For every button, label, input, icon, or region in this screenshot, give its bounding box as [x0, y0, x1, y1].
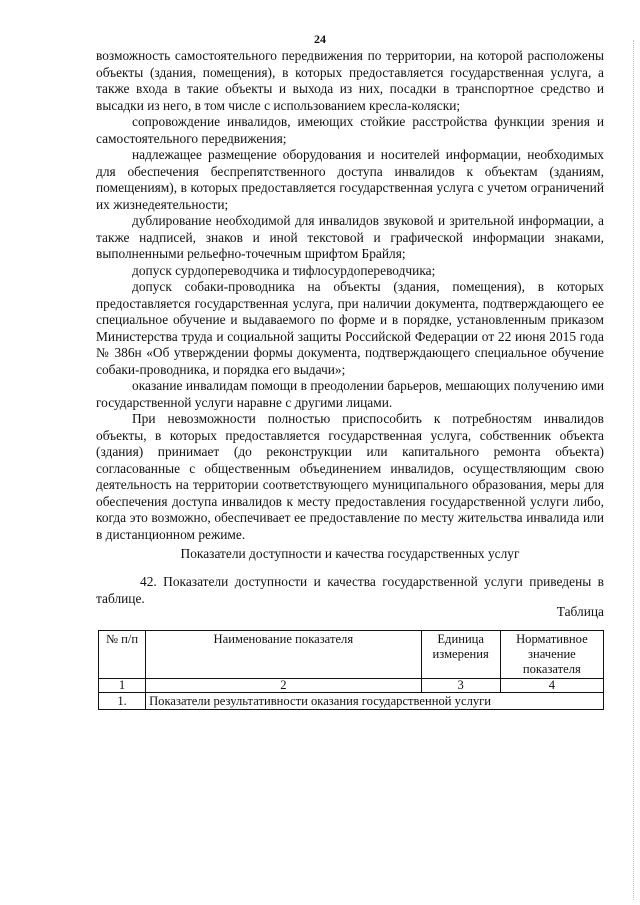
- header-unit: Единица измерения: [421, 631, 500, 679]
- paragraph: При невозможности полностью приспособить к потребностям инвалидов объекты, в которых предоставляется государственная услуга, собственник объекта (здания) принимает (до реконструкции или капитального ремонта объекта) согласованные с общественным объединением инвалидов, осуществляющим свою деятельность на территории соответствующего муниципального образования, меры для обеспечения доступа инвалидов к месту предоставления государственной услуги либо, когда это возможно, обеспечивает ее предоставление по месту жительства инвалида или в дистанционном режиме.: [96, 411, 604, 542]
- paragraph: надлежащее размещение оборудования и носителей информации, необходимых для обеспечения беспрепятственного доступа инвалидов к объектам (зданиям, помещениям), в которых предоставляется государственная услуга с учетом ограничений их жизнедеятельности;: [96, 147, 604, 212]
- header-indicator-name: Наименование показателя: [146, 631, 422, 679]
- scan-edge-line: [633, 40, 634, 900]
- paragraph: возможность самостоятельного передвижения по территории, на которой расположены объекты (здания, помещения), в которых предоставляется государственная услуга, а также входа в такие объекты и выхода из них, посадки в транспортное средство и высадки из него, в том числе с использованием кресла-коляски;: [96, 48, 604, 113]
- table-header-row: [99, 631, 604, 679]
- table-label: Таблица: [556, 604, 604, 619]
- paragraph: сопровождение инвалидов, имеющих стойкие расстройства функции зрения и самостоятельного передвижения;: [96, 114, 604, 146]
- page-number: 24: [314, 32, 326, 46]
- paragraph: дублирование необходимой для инвалидов звуковой и зрительной информации, а также надписей, знаков и иной текстовой и графической информации знаками, выполненными рельефно-точечным шрифтом Брайля;: [96, 213, 604, 261]
- body-text: [96, 48, 604, 543]
- row-number: 1.: [99, 693, 146, 710]
- column-number: 3: [421, 679, 500, 693]
- column-number: 4: [500, 679, 603, 693]
- paragraph: оказание инвалидам помощи в преодолении барьеров, мешающих получению ими государственной услуги наравне с другими лицами.: [96, 378, 604, 410]
- paragraph: допуск сурдопереводчика и тифлосурдопереводчика;: [132, 262, 436, 278]
- indicators-table: [98, 630, 604, 710]
- row-text: Показатели результативности оказания государственной услуги: [146, 693, 604, 710]
- paragraph: допуск собаки-проводника на объекты (здания, помещения), в которых предоставляется государственная услуга, при наличии документа, подтверждающего ее специальное обучение и выдаваемого по форме и в порядке, установленным приказом Министерства труда и социальной защиты Российской Федерации от 22 июня 2015 года № 386н «Об утверждении формы документа, подтверждающего специальное обучение собаки-проводника, и порядка его выдачи»;: [96, 279, 604, 377]
- section-title: Показатели доступности и качества государственных услуг: [180, 546, 520, 561]
- header-number: № п/п: [99, 631, 146, 679]
- column-number: 1: [99, 679, 146, 693]
- table-column-numbers-row: [99, 679, 604, 693]
- table-row: [99, 693, 604, 710]
- paragraph-42: 42. Показатели доступности и качества государственной услуги приведены в таблице.: [96, 574, 604, 606]
- column-number: 2: [146, 679, 422, 693]
- header-normative-value: Нормативное значение показателя: [500, 631, 603, 679]
